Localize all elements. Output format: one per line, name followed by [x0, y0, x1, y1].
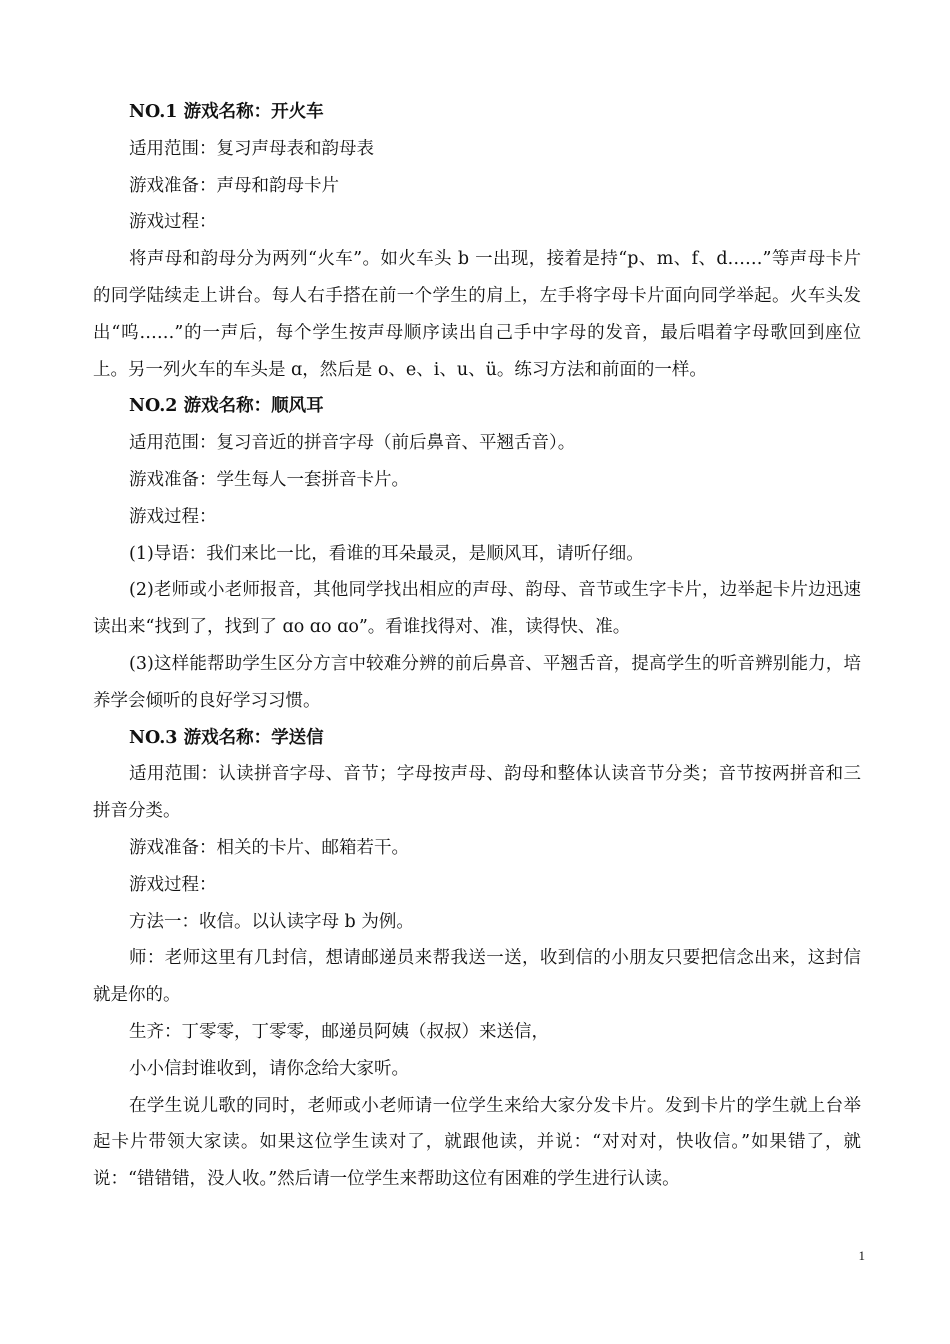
game-3-teacher-line: 师：老师这里有几封信，想请邮递员来帮我送一送，收到信的小朋友只要把信念出来，这封信就是你的。: [93, 948, 861, 1006]
game-1-process-label: 游戏过程：: [129, 212, 217, 233]
game-2-title: NO.2 游戏名称：顺风耳: [129, 396, 324, 417]
game-3-preparation: 游戏准备：相关的卡片、邮箱若干。: [129, 837, 409, 858]
game-2-step-1: (1)导语：我们来比一比，看谁的耳朵最灵，是顺风耳，请听仔细。: [129, 543, 644, 564]
game-3-method-1: 方法一：收信。以认读字母 b 为例。: [129, 911, 414, 932]
game-3-title: NO.3 游戏名称：学送信: [129, 727, 324, 748]
page-number: 1: [858, 1248, 865, 1263]
game-3-chant-line-1: 生齐：丁零零，丁零零，邮递员阿姨（叔叔）来送信，: [129, 1021, 549, 1042]
game-3-chant-line-2: 小小信封谁收到，请你念给大家听。: [129, 1058, 409, 1079]
game-3-scope: 适用范围：认读拼音字母、音节；字母按声母、韵母和整体认读音节分类；音节按两拼音和三拼音分类。: [93, 764, 861, 822]
document-body: [93, 94, 861, 1198]
game-2-process-label: 游戏过程：: [129, 506, 217, 527]
game-1-process-text: 将声母和韵母分为两列“火车”。如火车头 b 一出现，接着是持“p、m、f、d……”等声母卡片的同学陆续走上讲台。每人右手搭在前一个学生的肩上，左手将字母卡片面向同学举起。火车头发出“呜……”的一声后，每个学生按声母顺序读出自己手中字母的发音，最后唱着字母歌回到座位上。另一列火车的车头是 ɑ，然后是 o、e、i、u、ü。练习方法和前面的一样。: [93, 249, 861, 380]
game-2-step-3: (3)这样能帮助学生区分方言中较难分辨的前后鼻音、平翘舌音，提高学生的听音辨别能力，培养学会倾听的良好学习习惯。: [93, 653, 861, 711]
game-2-preparation: 游戏准备：学生每人一套拼音卡片。: [129, 469, 409, 490]
game-2-step-2: (2)老师或小老师报音，其他同学找出相应的声母、韵母、音节或生字卡片，边举起卡片边迅速读出来“找到了，找到了 ɑo ɑo ɑo”。看谁找得对、准，读得快、准。: [93, 580, 861, 638]
game-2-scope: 适用范围：复习音近的拼音字母（前后鼻音、平翘舌音）。: [129, 433, 576, 454]
game-1-title: NO.1 游戏名称：开火车: [129, 102, 324, 122]
game-1-scope: 适用范围：复习声母表和韵母表: [129, 138, 374, 159]
game-3-process-label: 游戏过程：: [129, 874, 217, 895]
game-1-preparation: 游戏准备：声母和韵母卡片: [129, 175, 339, 196]
game-3-description: 在学生说儿歌的同时，老师或小老师请一位学生来给大家分发卡片。发到卡片的学生就上台举起卡片带领大家读。如果这位学生读对了，就跟他读，并说：“对对对，快收信。”如果错了，就说：“错错错，没人收。”然后请一位学生来帮助这位有困难的学生进行认读。: [93, 1095, 861, 1190]
